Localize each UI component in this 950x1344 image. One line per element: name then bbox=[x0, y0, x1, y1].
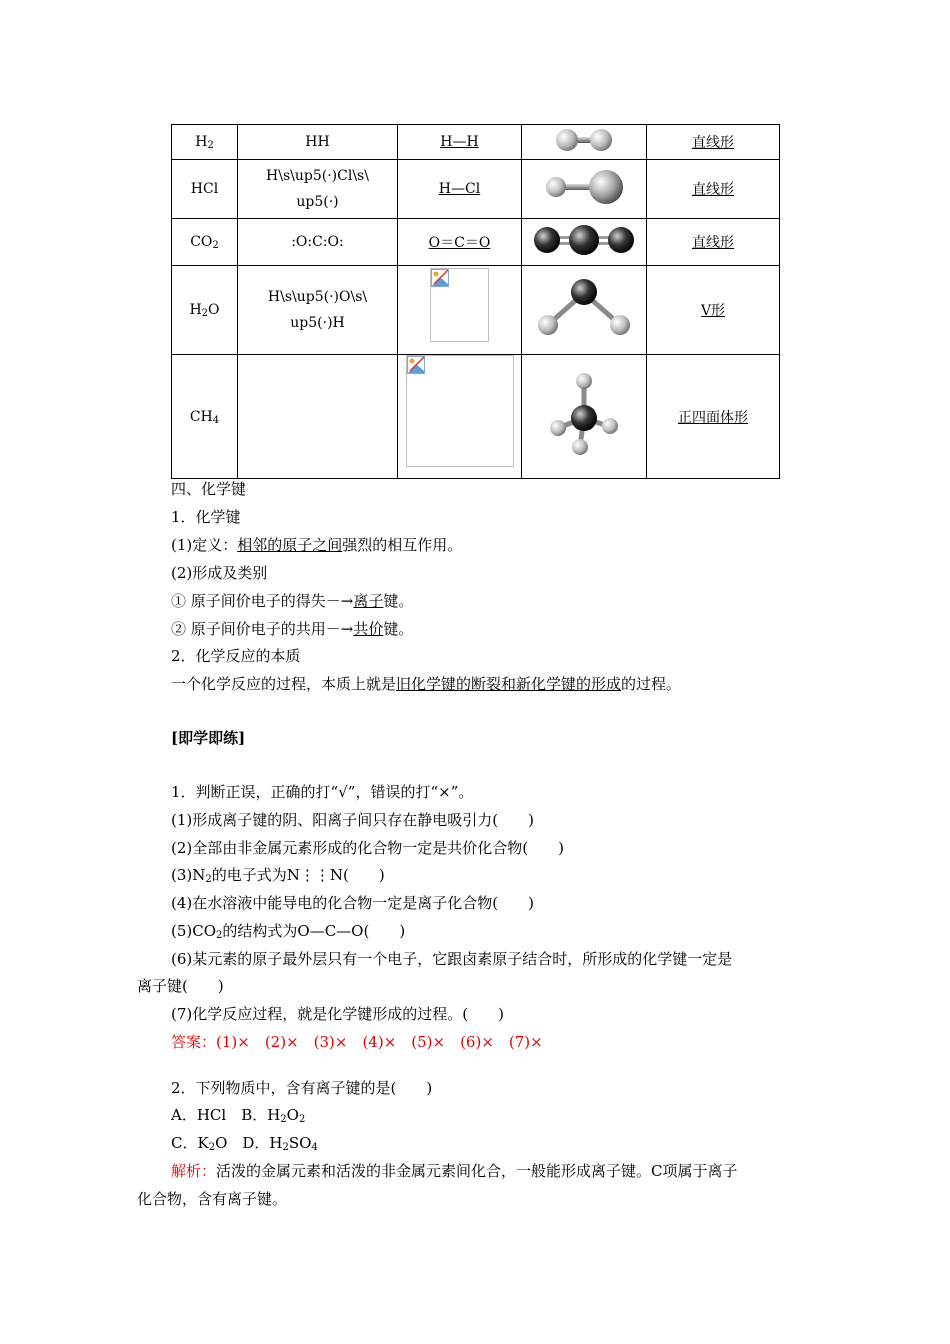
definition-line: (1)定义：相邻的原子之间强烈的相互作用。 bbox=[171, 536, 463, 554]
table-row bbox=[172, 160, 780, 219]
co2-ball-model-image bbox=[531, 223, 637, 257]
electron-formula-cell: H\s\up5(·)O\s\ up5(·)H bbox=[238, 266, 398, 355]
analysis-label: 解析： bbox=[171, 1162, 217, 1180]
covalent-bond-line: ② 原子间价电子的共用－→共价键。 bbox=[171, 620, 414, 638]
table-row bbox=[172, 266, 780, 355]
electron-formula-cell: HH bbox=[238, 125, 398, 160]
question-1-item: (1)形成离子键的阴、阳离子间只存在静电吸引力( ) bbox=[171, 811, 534, 829]
table-row bbox=[172, 355, 780, 479]
blank-answer: 旧化学键的断裂和新化学键的形成 bbox=[396, 675, 622, 693]
blank-answer: 共价 bbox=[353, 620, 384, 638]
blank-answer: 相邻的原子之间 bbox=[237, 536, 343, 554]
shape-cell: 直线形 bbox=[647, 219, 780, 266]
formula-cell: $H_2O$ bbox=[172, 266, 238, 355]
question-1-item-continued: 离子键( ) bbox=[137, 977, 224, 995]
broken-image-placeholder bbox=[430, 268, 489, 342]
subheading-chemical-bond: 1．化学键 bbox=[171, 508, 241, 526]
question-1: 1．判断正误，正确的打“√”，错误的打“×”。 bbox=[171, 783, 474, 801]
formation-line: (2)形成及类别 bbox=[171, 564, 268, 582]
ball-model-cell bbox=[522, 125, 647, 160]
ball-model-cell bbox=[522, 266, 647, 355]
question-1-item: (6)某元素的原子最外层只有一个电子，它跟卤素原子结合时，所形成的化学键一定是 bbox=[171, 950, 733, 968]
formula-cell: $CH_4$ bbox=[172, 355, 238, 479]
structural-formula-cell: H—Cl bbox=[398, 160, 522, 219]
formula-cell: HCl bbox=[172, 160, 238, 219]
formula-cell: $CO_2$ bbox=[172, 219, 238, 266]
analysis-line-continued: 化合物，含有离子键。 bbox=[137, 1190, 288, 1208]
essence-line: 一个化学反应的过程，本质上就是旧化学键的断裂和新化学键的形成的过程。 bbox=[171, 675, 682, 693]
h2o-ball-model-image bbox=[534, 277, 634, 339]
structural-formula-cell bbox=[398, 266, 522, 355]
blank-answer: 离子 bbox=[353, 592, 384, 610]
ball-model-cell bbox=[522, 160, 647, 219]
question-1-item: (2)全部由非金属元素形成的化合物一定是共价化合物( ) bbox=[171, 839, 564, 857]
answer-line: 答案：(1)× (2)× (3)× (4)× (5)× (6)× (7)× bbox=[171, 1033, 543, 1051]
section-heading: 四、化学键 bbox=[171, 480, 247, 498]
question-2-options-ab: A．HCl B．$H_2O_2$ bbox=[171, 1106, 306, 1125]
broken-image-icon bbox=[407, 356, 425, 374]
hcl-ball-model-image bbox=[539, 167, 629, 207]
question-2-options-cd: C．$K_2O$ D．$H_2SO_4$ bbox=[171, 1134, 318, 1153]
ionic-bond-line: ① 原子间价电子的得失－→离子键。 bbox=[171, 592, 414, 610]
analysis-line: 解析：活泼的金属元素和活泼的非金属元素间化合，一般能形成离子键。C项属于离子 bbox=[171, 1162, 738, 1180]
electron-formula-cell: :O:C:O: bbox=[238, 219, 398, 266]
molecule-table bbox=[171, 124, 780, 479]
formula-cell: $H_2$ bbox=[172, 125, 238, 160]
practice-heading: [即学即练] bbox=[171, 729, 246, 747]
h2-ball-model-image bbox=[552, 127, 616, 153]
ch4-ball-model-image bbox=[544, 370, 624, 460]
table-row bbox=[172, 125, 780, 160]
subheading-reaction-essence: 2．化学反应的本质 bbox=[171, 647, 301, 665]
structural-formula-cell bbox=[398, 355, 522, 479]
question-1-item: (4)在水溶液中能导电的化合物一定是离子化合物( ) bbox=[171, 894, 534, 912]
question-1-item: $(5)CO_2$的结构式为O—C—O( ) bbox=[171, 922, 406, 941]
table-row bbox=[172, 219, 780, 266]
shape-cell: 直线形 bbox=[647, 125, 780, 160]
ball-model-cell bbox=[522, 219, 647, 266]
shape-cell: 直线形 bbox=[647, 160, 780, 219]
shape-cell: 正四面体形 bbox=[647, 355, 780, 479]
broken-image-icon bbox=[431, 269, 449, 287]
electron-formula-cell: H\s\up5(·)Cl\s\ up5(·) bbox=[238, 160, 398, 219]
question-2: 2．下列物质中，含有离子键的是( ) bbox=[171, 1079, 433, 1097]
shape-cell: V形 bbox=[647, 266, 780, 355]
structural-formula-cell: H—H bbox=[398, 125, 522, 160]
structural-formula-cell: O＝C＝O bbox=[398, 219, 522, 266]
question-1-item: (7)化学反应过程，就是化学键形成的过程。( ) bbox=[171, 1005, 504, 1023]
question-1-item: $(3)N_2$的电子式为N⋮⋮N( ) bbox=[171, 866, 385, 885]
broken-image-placeholder bbox=[406, 355, 514, 467]
electron-formula-cell bbox=[238, 355, 398, 479]
ball-model-cell bbox=[522, 355, 647, 479]
